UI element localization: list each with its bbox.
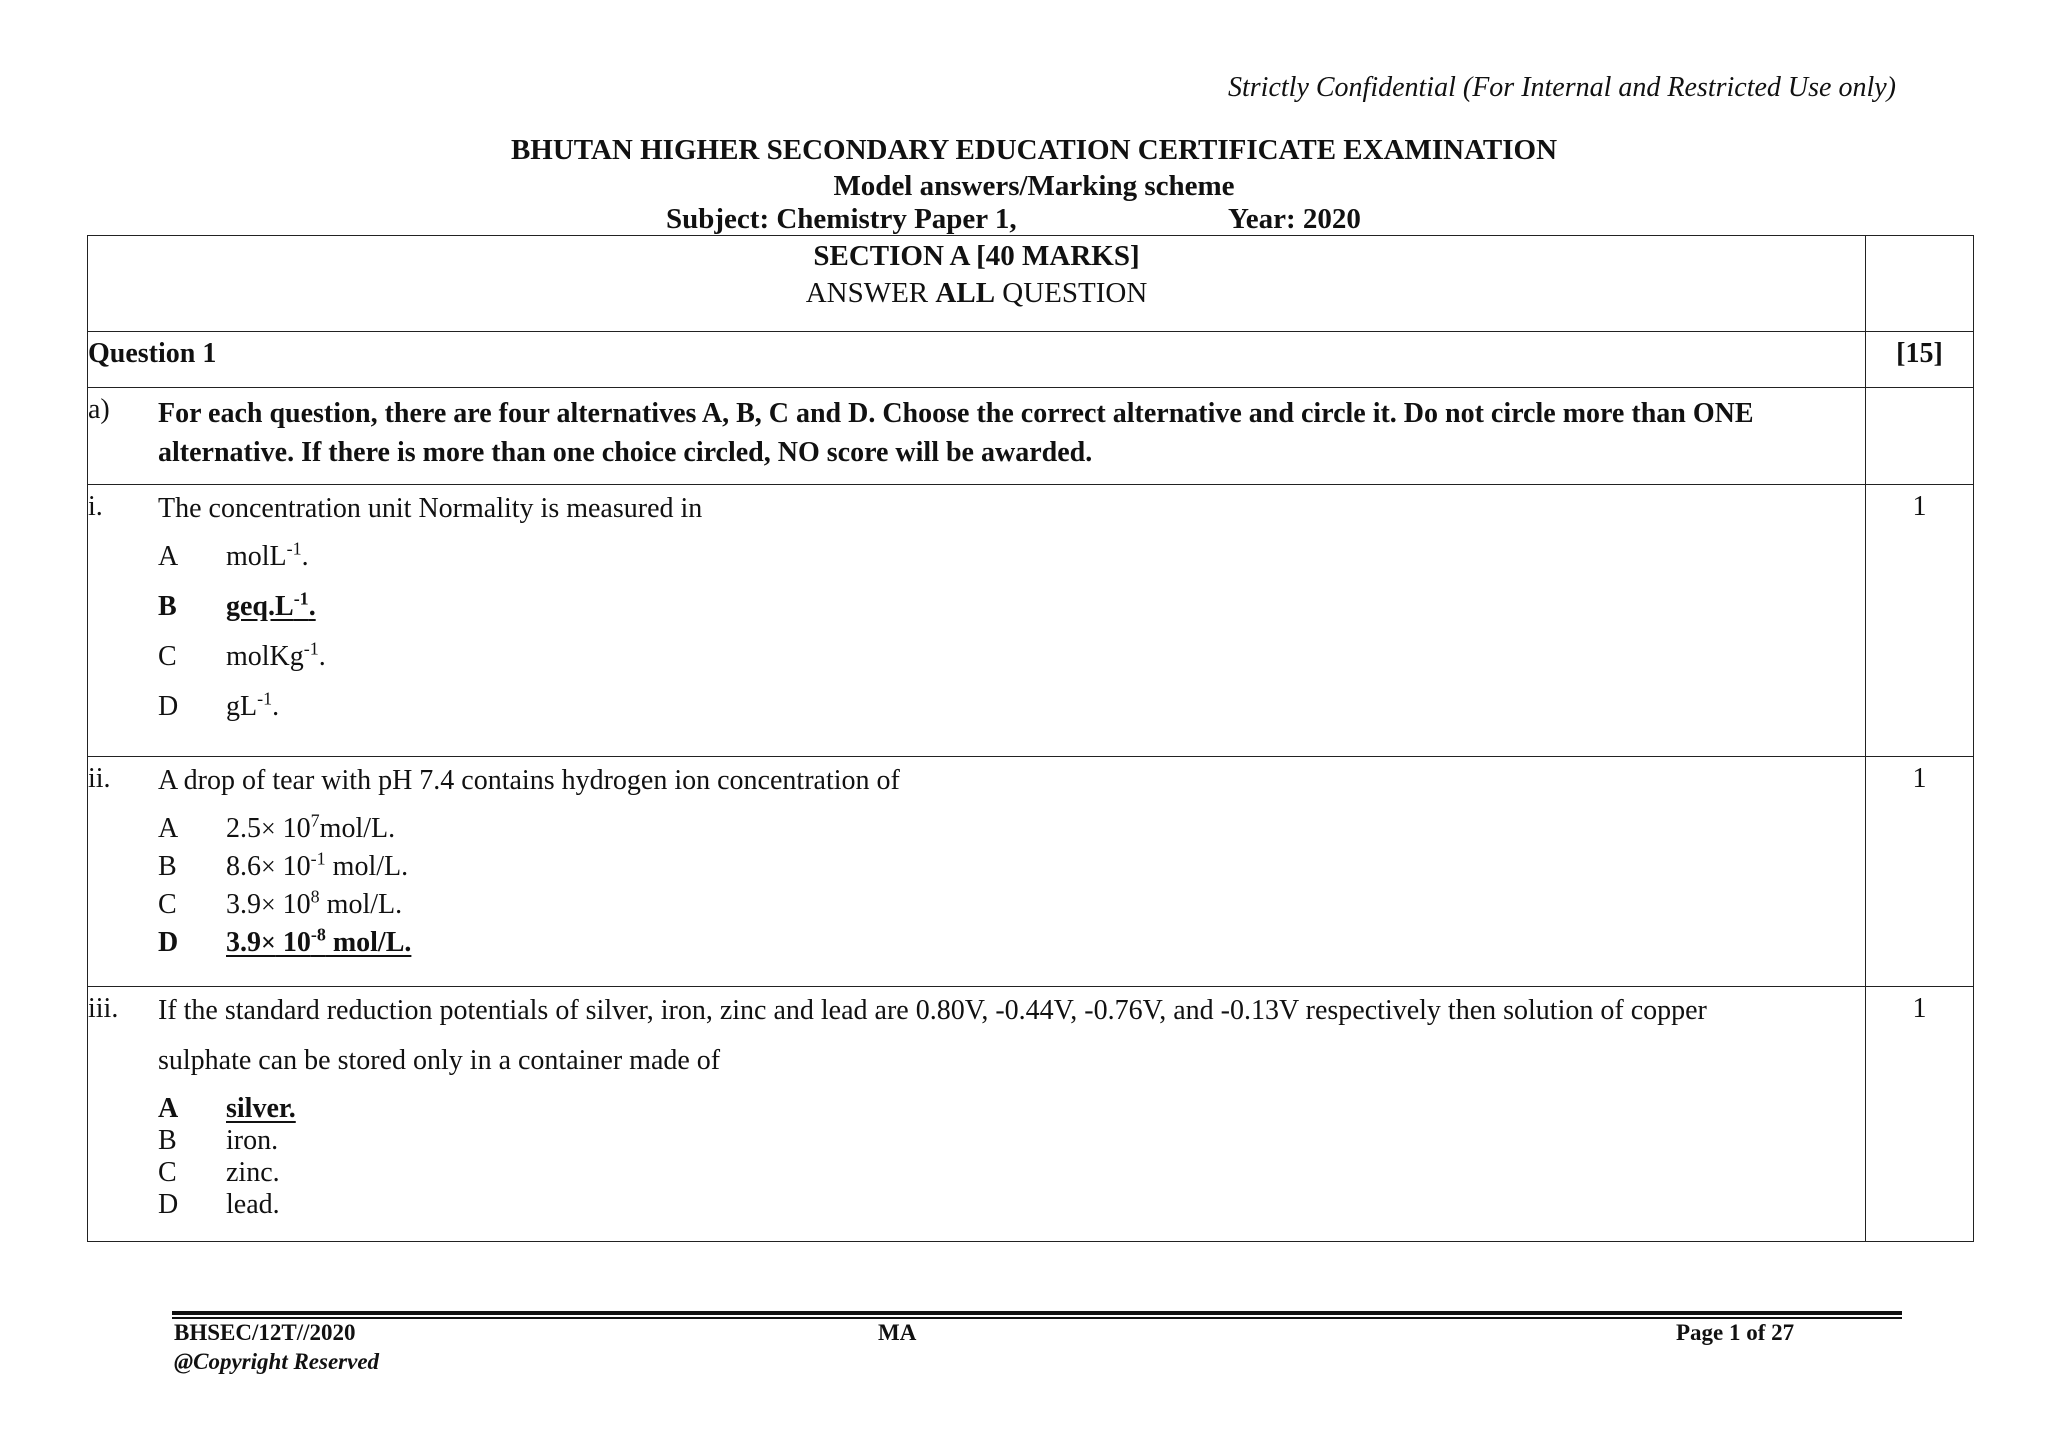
document-type: Model answers/Marking scheme	[833, 170, 1235, 202]
part-a-label: a)	[88, 394, 110, 425]
question-title: Question 1	[88, 338, 217, 369]
footer-copyright: @Copyright Reserved	[174, 1349, 380, 1374]
answer-table	[87, 235, 1974, 1242]
year-label: Year: 2020	[1228, 203, 1361, 235]
question-header	[88, 332, 1866, 388]
option-d-correct: D $3.9\times 10^{-8}$ mol/L.	[158, 924, 412, 958]
footer-center-label: MA	[878, 1320, 917, 1345]
footer-rule-thin	[172, 1317, 1902, 1319]
section-title: SECTION A [40 MARKS]	[813, 240, 1140, 272]
confidentiality-notice: Strictly Confidential (For Internal and Restricted Use only)	[1228, 72, 1896, 103]
section-header-row	[88, 236, 1974, 332]
section-header	[88, 236, 1866, 332]
item-i-cell	[88, 485, 1866, 757]
item-label: iii.	[88, 993, 119, 1024]
part-a-row	[88, 388, 1974, 485]
question-marks: [15]	[1866, 332, 1974, 388]
item-stem-line-2: sulphate can be stored only in a container made of	[158, 1045, 721, 1076]
part-a-cell	[88, 388, 1866, 485]
subject-label: Subject: Chemistry Paper 1,	[666, 203, 1017, 235]
section-mark-cell	[1866, 236, 1974, 332]
option-a: A molL$^{-1}$.	[158, 538, 309, 572]
question-item-iii	[88, 987, 1974, 1242]
item-ii-cell	[88, 757, 1866, 987]
item-label: ii.	[88, 763, 111, 794]
option-b-correct: B $geq.L^{-1}$.	[158, 588, 316, 622]
option-d: D lead.	[158, 1189, 280, 1220]
exam-title: BHUTAN HIGHER SECONDARY EDUCATION CERTIFICATE EXAMINATION	[510, 134, 1558, 166]
item-label: i.	[88, 491, 103, 522]
option-a: A $2.5\times 10^7mol/L$.	[158, 810, 396, 844]
item-stem: The concentration unit Normality is measured in	[158, 493, 703, 524]
option-c: C molKg$^{-1}$.	[158, 638, 326, 672]
option-c: C $3.9\times 10^8$ mol/L.	[158, 886, 403, 920]
footer-page-number: Page 1 of 27	[1676, 1320, 1795, 1345]
item-iii-cell	[88, 987, 1866, 1242]
item-ii-mark: 1	[1866, 757, 1974, 987]
part-a-mark-cell	[1866, 388, 1974, 485]
question-item-ii	[88, 757, 1974, 987]
option-b: B iron.	[158, 1125, 279, 1156]
section-instruction: ANSWER ALL QUESTION	[805, 277, 1148, 309]
option-c: C zinc.	[158, 1157, 280, 1188]
question-item-i	[88, 485, 1974, 757]
footer-rule-thick	[172, 1311, 1902, 1315]
option-b: B $8.6\times 10^{-1}$ mol/L.	[158, 848, 409, 882]
part-a-instruction: For each question, there are four alternatives A, B, C and D. Choose the correct alternative and circle it. Do not circle more than ONE alternative. If there is more than one choice circled, NO score will be awarded.	[158, 398, 1754, 468]
item-stem-line-1: If the standard reduction potentials of silver, iron, zinc and lead are 0.80V, -0.44V, -0.76V, and -0.13V respectively then solution of copper	[158, 995, 1707, 1026]
footer-code: BHSEC/12T//2020	[174, 1320, 356, 1345]
item-stem: A drop of tear with pH 7.4 contains hydrogen ion concentration of	[158, 765, 900, 796]
item-i-mark: 1	[1866, 485, 1974, 757]
option-a-correct: A silver.	[158, 1093, 296, 1124]
item-iii-mark: 1	[1866, 987, 1974, 1242]
question-header-row	[88, 332, 1974, 388]
option-d: D $gL^{-1}$.	[158, 688, 280, 722]
